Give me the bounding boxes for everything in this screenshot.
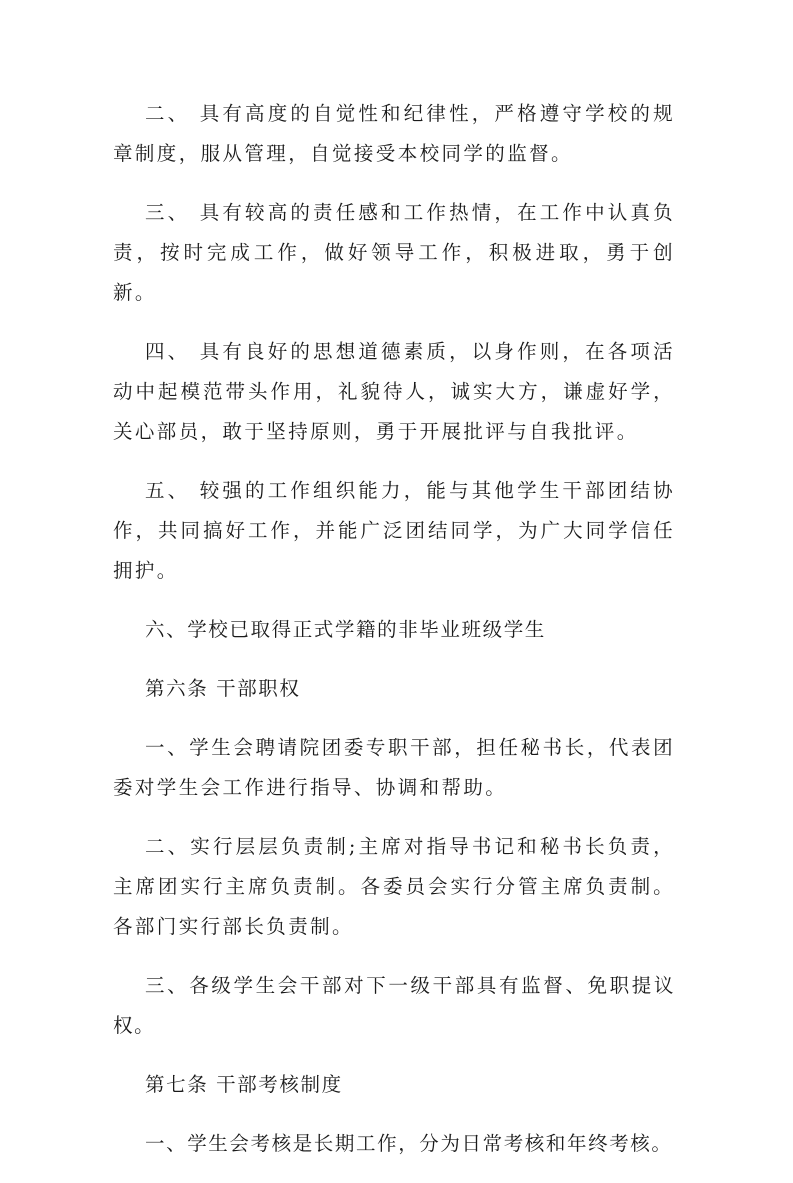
paragraph-qualification-4: 四、 具有良好的思想道德素质，以身作则，在各项活动中起模范带头作用，礼貌待人，诚实大方，谦虚好学，关心部员，敢于坚持原则，勇于开展批评与自我批评。: [113, 340, 675, 443]
paragraph-authority-3: 三、各级学生会干部对下一级干部具有监督、免职提议权。: [113, 974, 675, 1037]
paragraph-assessment-1: 一、学生会考核是长期工作，分为日常考核和年终考核。: [145, 1132, 673, 1155]
article-6-heading: 第六条 干部职权: [145, 677, 301, 700]
article-7-heading: 第七条 干部考核制度: [145, 1073, 343, 1096]
paragraph-authority-2: 二、实行层层负责制;主席对指导书记和秘书长负责，主席团实行主席负责制。各委员会实行分管主席负责制。各部门实行部长负责制。: [113, 835, 675, 938]
paragraph-qualification-6: 六、学校已取得正式学籍的非毕业班级学生: [145, 618, 546, 641]
paragraph-qualification-5: 五、 较强的工作组织能力，能与其他学生干部团结协作，共同搞好工作，并能广泛团结同学，为广大同学信任拥护。: [113, 479, 675, 582]
paragraph-qualification-3: 三、 具有较高的责任感和工作热情，在工作中认真负责，按时完成工作，做好领导工作，积极进取，勇于创新。: [113, 201, 675, 304]
paragraph-authority-1: 一、学生会聘请院团委专职干部，担任秘书长，代表团委对学生会工作进行指导、协调和帮助。: [113, 736, 675, 799]
paragraph-qualification-2: 二、 具有高度的自觉性和纪律性，严格遵守学校的规章制度，服从管理，自觉接受本校同学的监督。: [113, 102, 675, 165]
document-body: [113, 94, 675, 1183]
